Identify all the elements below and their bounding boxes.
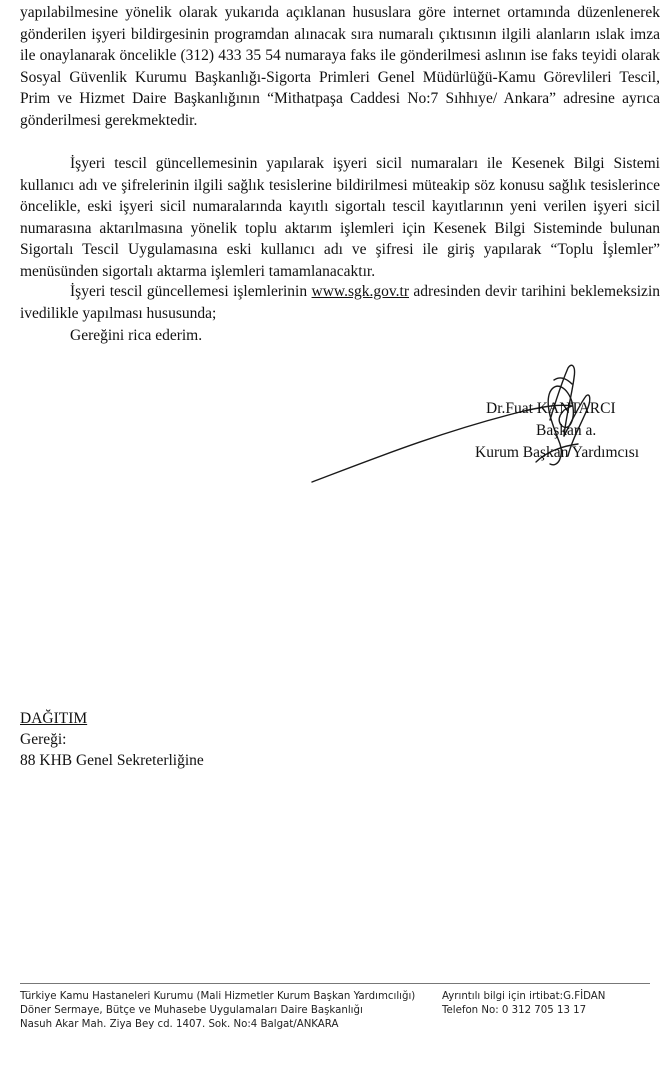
signature-block	[310, 360, 660, 490]
footer-address-line-1: Türkiye Kamu Hastaneleri Kurumu (Mali Hizmetler Kurum Başkan Yardımcılığı)	[20, 991, 416, 1002]
body-paragraph-2: İşyeri tescil güncellemesinin yapılarak işyeri sicil numaraları ile Kesenek Bilgi Sistemi kullanıcı adı ve şifrelerinin ilgili sağlık tesislerine bildirilmesi müteakip söz konusu sağlık tesislerince öncelikle, eski işyeri sicil numaralarında kayıtlı sigortalı tescil kayıtlarının yeni verilen işyeri sicil numarasına aktarılmasına yönelik toplu aktarım işlemleri için Kesenek Bilgi Sisteminde bulunan Sigortalı Tescil Uygulamasına eski kullanıcı adı ve şifresi ile giriş yapılarak “Toplu İşlemler” menüsünden sigortalı aktarma işlemleri tamamlanacaktır.	[20, 155, 660, 280]
distribution-line-2: 88 KHB Genel Sekreterliğine	[20, 752, 204, 769]
distribution-line-1: Gereği:	[20, 731, 67, 748]
paragraph-3-text-before: İşyeri tescil güncellemesi işlemlerinin	[70, 283, 312, 300]
sgk-website-link[interactable]: www.sgk.gov.tr	[311, 283, 409, 300]
footer-address-line-3: Nasuh Akar Mah. Ziya Bey cd. 1407. Sok. No:4 Balgat/ANKARA	[20, 1019, 339, 1030]
closing-line: Gereğini rica ederim.	[70, 327, 203, 344]
signatory-name: Dr.Fuat KANTARCI	[486, 400, 616, 417]
paragraph-3-text-after: adresinden devir tarihini beklemeksizin ivedilikle yapılması hususunda;	[20, 283, 660, 322]
footer-contact	[442, 990, 605, 1018]
body-paragraph-3	[20, 281, 660, 324]
footer-divider	[20, 983, 650, 984]
footer-phone: Telefon No: 0 312 705 13 17	[442, 1005, 587, 1016]
footer-address	[20, 990, 415, 1032]
distribution-title: DAĞITIM	[20, 710, 88, 727]
signatory-title-line-1: Başkan a.	[536, 422, 597, 439]
body-paragraph-1: yapılabilmesine yönelik olarak yukarıda açıklanan hususlara göre internet ortamında düzenlenerek gönderilen işyeri bildirgesinin programdan alınacak sıra numaralı çıktısının ilgili alanların ıslak imza ile onaylanarak öncelikle (312) 433 35 54 numaraya faks ile gönderilmesi aslının ise faks teyidi olarak Sosyal Güvenlik Kurumu Başkanlığı-Sigorta Primleri Genel Müdürlüğü-Kamu Görevlileri Tescil, Prim ve Hizmet Daire Başkanlığının “Mithatpaşa Caddesi No:7 Sıhhıye/ Ankara” adresine ayrıca gönderilmesi gerekmektedir.	[20, 4, 660, 129]
footer-address-line-2: Döner Sermaye, Bütçe ve Muhasebe Uygulamaları Daire Başkanlığı	[20, 1005, 363, 1016]
signatory-title-line-2: Kurum Başkan Yardımcısı	[475, 444, 640, 461]
footer-contact-person: Ayrıntılı bilgi için irtibat:G.FİDAN	[442, 991, 606, 1002]
handwritten-signature	[310, 360, 660, 490]
distribution-section	[20, 708, 204, 771]
